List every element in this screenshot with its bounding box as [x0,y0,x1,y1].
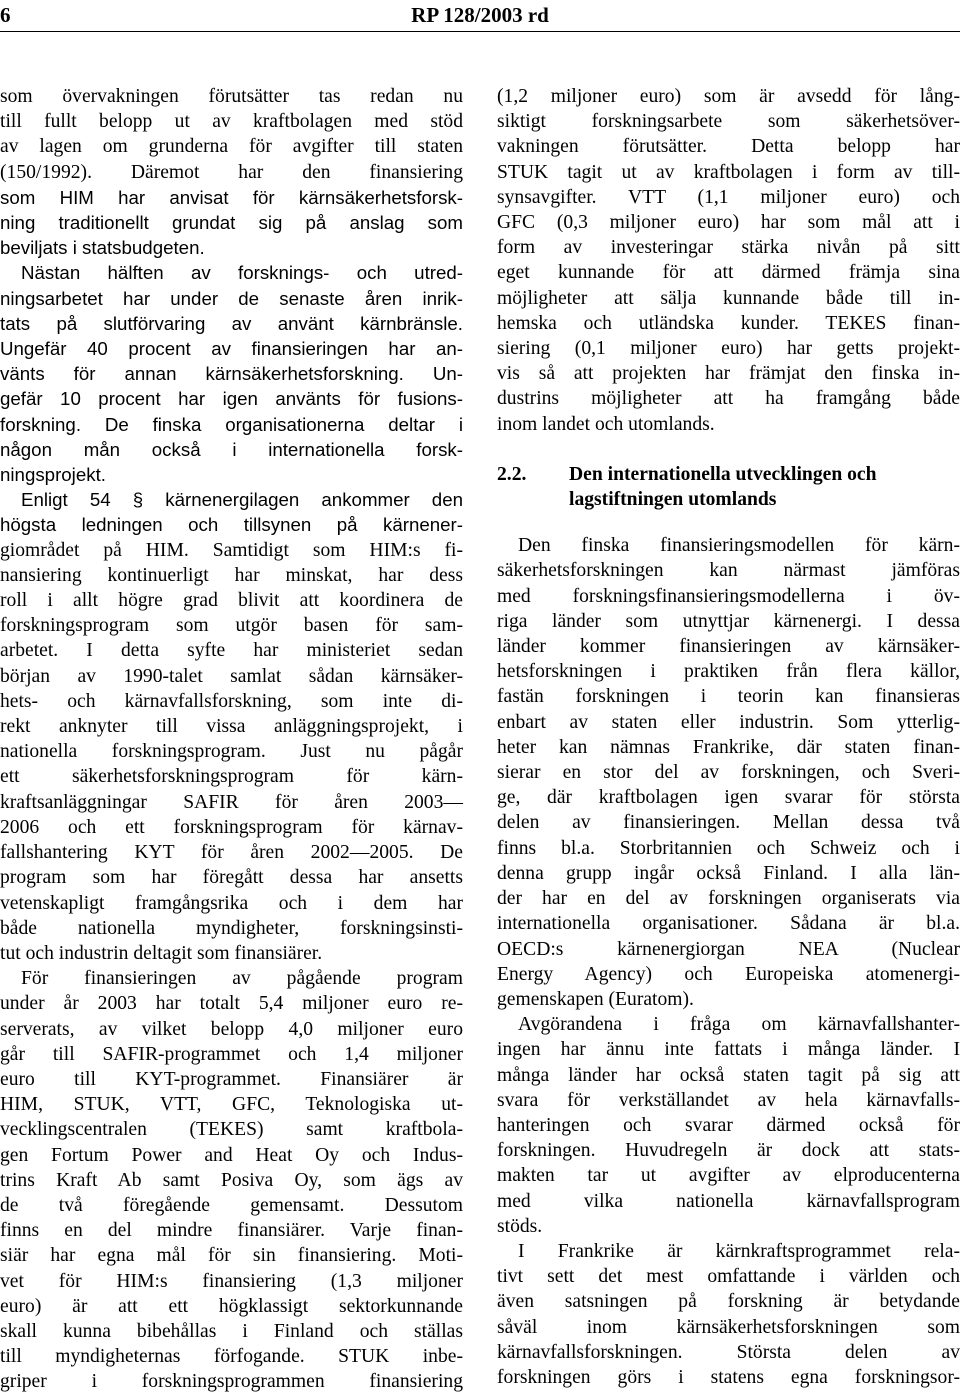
text-line: vetenskapligt framgångsrika och i dem har [0,892,463,914]
text-line: fallshantering KYT för åren 2002—2005. De [0,842,463,864]
text-line: rekt anknyter till vissa anläggningsprojekt, i [0,716,463,738]
text-line: serverats, av vilket belopp 4,0 miljoner euro [0,1018,463,1040]
header-rule [0,31,960,32]
paragraph-research-share [0,260,463,487]
text-line: makten tar ut avgifter av elproducenterna [497,1165,960,1187]
text-line: der har en del av forskningen organiserats via [497,888,960,910]
text-line: 2006 och ett forskningsprogram för kärnav- [0,816,463,838]
text-line: gemenskapen (Euratom). [497,988,694,1010]
text-line: ge, där kraftbolagen igen svarar för största [497,787,960,809]
text-line: gen Fortum Power and Heat Oy och Indus- [0,1144,463,1166]
text-line: siär har egna mål för sin finansiering. Moti- [0,1245,463,1267]
text-line: finns en del mindre finansiärer. Varje finan- [0,1220,463,1242]
text-line: HIM, STUK, VTT, GFC, Teknologiska ut- [0,1094,463,1116]
spacer [497,437,960,462]
text-line: forskning. De finska organisationerna deltar i [0,413,463,435]
text-line: säkerhetsforskningen kan närmast jämföras [497,560,960,582]
text-line: kraftsanläggningar SAFIR för åren 2003— [0,791,463,813]
text-line: ningsarbetet har under de senaste åren inrik- [0,287,463,309]
text-line: går till SAFIR-programmet och 1,4 miljoner [0,1043,463,1065]
text-line: dustrins möjligheter att ha framgång både [497,388,960,410]
section-number: 2.2. [497,463,527,485]
text-line: kärnavfallsforskningen. Största delen av [497,1341,960,1363]
left-column [0,84,463,1395]
text-line: ning traditionellt grundat sig på anslag som [0,212,463,234]
text-line: Nästan hälften av forsknings- och utred- [21,262,463,284]
text-line: hemska och utländska kunder. TEKES finan- [497,312,960,334]
text-line: även satsningen på forskning är betydande [497,1291,960,1313]
text-line: trins Kraft Ab samt Posiva Oy, som ägs av [0,1169,463,1191]
text-line: STUK tagit ut av kraftbolagen i form av till- [497,161,960,183]
text-line: roll i allt högre grad blivit att koordinera de [0,590,463,612]
text-line: inom landet och utomlands. [497,413,715,435]
text-line: de två föregående gemensamt. Dessutom [0,1194,463,1216]
text-line: med forskningsfinansieringsmodellerna i öv- [497,585,960,607]
document-id: RP 128/2003 rd [411,3,549,27]
text-line: många länder har också staten tagit på sig att [497,1064,960,1086]
text-line: (150/1992). Däremot har den finansiering [0,161,463,183]
paragraph-him-role [0,487,463,966]
text-line: forskningsprogram som utgör basen för sam- [0,615,463,637]
text-line: denna grupp ingår också Finland. I alla län- [497,862,960,884]
section-heading [497,462,960,512]
text-line: arbetet. I detta syfte har ministeriet sedan [0,640,463,662]
text-line: nansiering kontinuerligt har minskat, har dess [0,564,463,586]
text-line: hanteringen och svarar därmed också för [497,1114,960,1136]
text-line: hets- och kärnavfallsforskning, som inte di- [0,690,463,712]
text-line: ningsprojekt. [0,464,106,486]
text-line: delen av finansieringen. Mellan dessa två [497,812,960,834]
text-line: Den finska finansieringsmodellen för kärn- [518,535,960,557]
text-line: Energy Agency) och Europeiska atomenergi- [497,963,960,985]
text-line: riga länder som utnyttjar kärnenergi. I dessa [497,610,960,632]
text-line: stöds. [497,1215,543,1237]
text-line: hetsforskningen i praktiken från flera källor, [497,661,960,683]
section-title-line: Den internationella utvecklingen och [569,463,877,485]
text-line: internationella organisationer. Sådana är bl.a. [497,913,960,935]
text-line: både nationella myndigheter, forskningsinsti- [0,917,463,939]
text-line: siering (0,1 miljoner euro) har getts projekt- [497,338,960,360]
text-line: vet för HIM:s finansiering (1,3 miljoner [0,1270,463,1292]
text-line: euro till KYT-programmet. Finansiärer är [0,1068,463,1090]
text-line: tivt sett det mest omfattande i världen och [497,1266,960,1288]
spacer [497,512,960,533]
text-line: För finansieringen av pågående program [21,968,463,990]
text-line: länder kommer finansieringen av kärnsäker- [497,636,960,658]
text-line: finns bl.a. Storbritannien och Schweiz och i [497,837,960,859]
text-line: ingen har ännu inte fattats i många länder. I [497,1039,960,1061]
text-line: Ungefär 40 procent av finansieringen har an- [0,338,463,360]
text-line: gefär 10 procent har igen använts för fusions- [0,388,463,410]
text-line: vis så att projekten har främjat den finska in- [497,363,960,385]
text-line: GFC (0,3 miljoner euro) har som mål att i [497,212,960,234]
paragraph-funding [0,966,463,1394]
text-line: fastän forskningen i teorin kan finansieras [497,686,960,708]
text-line: forskningen. Huvudregeln är dock att stats- [497,1140,960,1162]
paragraph-funders-goals [497,84,960,437]
text-line: vecklingscentralen (TEKES) samt kraftbola- [0,1119,463,1141]
text-line: såväl inom kärnsäkerhetsforskningen som [497,1316,960,1338]
text-line: nationella forskningsprogram. Just nu pågår [0,741,463,763]
text-line: form av investeringar stärka nivån på sitt [497,237,960,259]
text-line: av lagen om grunderna för avgifter till staten [0,136,463,158]
text-line: griper i forskningsprogrammen finansiering [0,1371,463,1393]
text-line: möjligheter att sälja kunnande både till in- [497,287,960,309]
text-line: tut och industrin deltagit som finansiärer. [0,942,323,964]
text-line: början av 1990-talet samlat sådan kärnsäker- [0,665,463,687]
paragraph-france [497,1239,960,1390]
text-line: vänts för annan kärnsäkerhetsforskning. Un- [0,363,463,385]
text-line: med vilka nationella kärnavfallsprogram [497,1190,960,1212]
text-line: skall kunna bibehållas i Finland och ställas [0,1320,463,1342]
text-line: siktigt forskningsarbete som säkerhetsöver- [497,111,960,133]
text-line: någon mån också i internationella forsk- [0,438,463,460]
text-line: forskningen görs i statens egna forskningsor- [497,1366,960,1388]
text-line: som HIM har anvisat för kärnsäkerhetsforsk- [0,186,463,208]
text-line: svara för verkställandet av hela kärnavfalls- [497,1089,960,1111]
text-line: vakningen förutsätter. Detta belopp har [497,136,960,158]
text-line: Avgörandena i fråga om kärnavfallshanter- [518,1014,960,1036]
text-line: enbart av staten eller industrin. Som ytterlig- [497,711,960,733]
section-title [569,462,960,512]
text-line: till fullt belopp ut av kraftbolagen med stöd [0,111,463,133]
text-line: eget kunnande för att därmed främja sina [497,262,960,284]
page-number: 6 [0,3,11,27]
text-line: program som har föregått dessa har ansetts [0,867,463,889]
text-line: som övervakningen förutsätter tas redan nu [0,86,463,107]
text-line: synsavgifter. VTT (1,1 miljoner euro) och [497,186,960,208]
text-line: heter kan nämnas Frankrike, där staten finan- [497,736,960,758]
text-line: OECD:s kärnenergiorgan NEA (Nuclear [497,938,960,960]
paragraph-comparison [497,533,960,1012]
text-line: beviljats i statsbudgeten. [0,237,205,259]
section-title-line: lagstiftningen utomlands [569,489,777,511]
text-line: I Frankrike är kärnkraftsprogrammet rela- [518,1240,960,1262]
paragraph-budget [0,84,463,260]
text-line: (1,2 miljoner euro) som är avsedd för lång- [497,86,960,107]
text-line: högsta ledningen och tillsynen på kärnener- [0,514,463,536]
text-line: sierar en stor del av forskningen, och Sveri- [497,762,960,784]
text-line: euro) är att ett högklassigt sektorkunnande [0,1295,463,1317]
text-line: till myndigheternas förfogande. STUK inbe- [0,1346,463,1368]
text-line: tats på slutförvaring av använt kärnbränsle. [0,312,463,334]
text-line: Enligt 54 § kärnenergilagen ankommer den [21,489,463,511]
text-line: under år 2003 har totalt 5,4 miljoner euro re- [0,993,463,1015]
text-line: giområdet på HIM. Samtidigt som HIM:s fi- [0,539,463,561]
text-line: ett säkerhetsforskningsprogram för kärn- [0,766,463,788]
paragraph-waste-decisions [497,1012,960,1239]
right-column [497,84,960,1390]
